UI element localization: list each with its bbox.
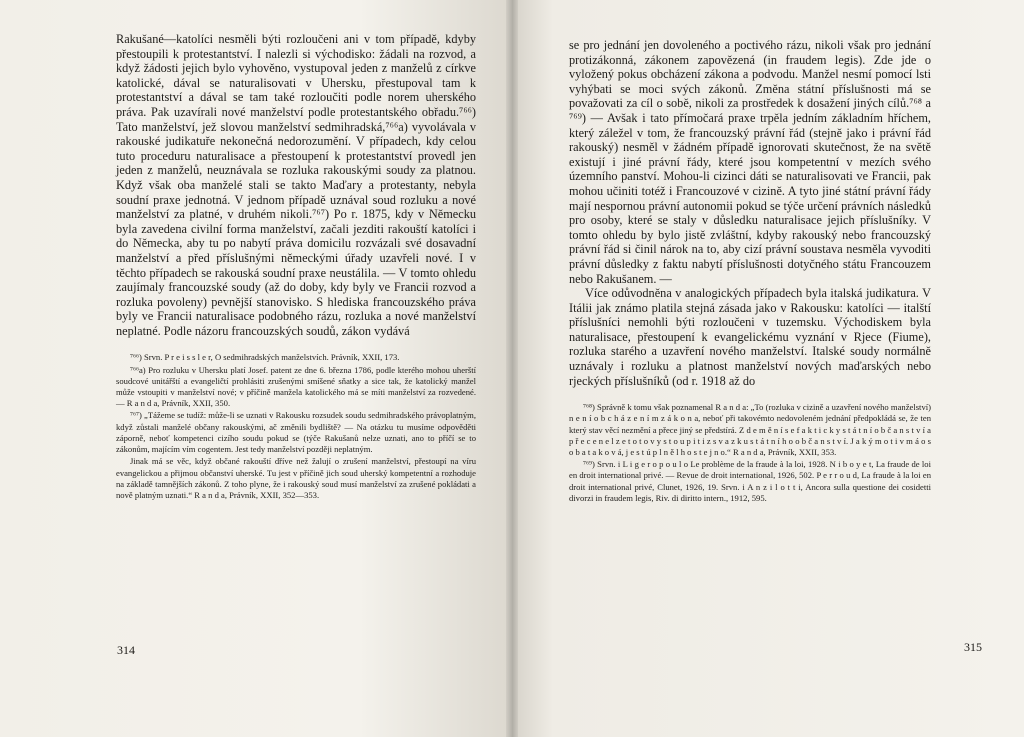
right-page [512,0,1024,737]
footnote-766: ⁷⁶⁶) Srvn. P r e i s s l e r, O sedmihradských manželstvích. Právník, XXII, 173. [130,352,400,363]
left-body-paragraph-1: Rakušané—katolíci nesměli býti rozloučeni ani v tom případě, kdyby přestoupili k protestantství. I nalezli si východisko: žádali na rozvod, a když žádosti jejich bylo vyhověno, vystupoval jeden z manželů z církve katolické, dával se naturalisovati v Uhersku, přestupoval tam k protestantství a dával se tam také rozloučiti podle norem uherského práva. Pak uzavírali nové manželství podle protestantského obřadu.⁷⁶⁶) Tato manželství, jež slovou manželství sedmihradská,⁷⁶⁶a) vyvolávala v rakouské judikatuře nekonečná nedorozumění. V případech, kdy celou tuto proceduru naturalisace a přestoupení k protestantství provedl jen jeden z manželů, neuznávala se rozluka rakouskými soudy za platnou. Když však oba manželé stali se takto Maďary a protestanty, nebyla soudní praxe jednotná. V jednom případě uznával soud rozluku a nové manželství za platné, v druhém nikoli.⁷⁶⁷) Po r. 1875, kdy v Německu byla zavedena civilní forma manželství, začali jezditi rakouští katolíci i do Německa, aby tu po nabytí práva domicilu rozvázali své dosavadní manželství a před příslušnými německými úřady uzavřeli nové. I v těchto případech se rakouská soudní praxe neustálila. — V tomto ohledu zaujímaly francouzské soudy (až do doby, kdy byly ve Francii rozvod a rozluka povoleny) pevnější stanovisko. S hlediska francouzského práva byly ve Francii naturalisace podobného rázu, rozluka a nové manželství neplatné. Podle názoru francouzských soudů, zákon vydává [116,32,476,338]
footnote-768: ⁷⁶⁸) Správně k tomu však poznamenal R a n d a: „To (rozluka v cizině a uzavření nového manželství) n e n í o b c h á z e n í m z á k o n a, neboť při takovémto nedovoleném jednání předpokládá se, že ten který stav věcí nezmění a přece jiný se předstírá. Z d e m ě n í s e f a k t i c k y s t á t n í o b č a n s t v í a p ř e c e n e l z e t o t o v y s t o u p i t i z s v a z k u s t á t n í h o o b č a n s t v í. J a k ý m o t i v m á o s o b a t a k o v á, j e s t ú p l n ě l h o s t e j n o.“ R a n d a, Právník, XXII, 353. [569,402,931,458]
footnote-766a: ⁷⁶⁶a) Pro rozluku v Uhersku platí Josef. patent ze dne 6. března 1786, podle kterého mohou uherští soudcové unitářští a evangeličtí prohlásiti zrušenými smíšené sňatky a sice tak, že katolický manžel může vstoupiti v manželství nové; v příčině manžela katolického má se míti manželství za rozvedené. — R a n d a, Právník, XXII, 350. [116,364,476,409]
right-column [569,38,931,505]
right-body-paragraph-1: se pro jednání jen dovoleného a poctivého rázu, nikoli však pro jednání protizákonná, zákonem zapovězená (in fraudem legis). Zde jde o vyložený pokus obcházení zákona a podvodu. Manžel nesmí pomocí lsti vyhýbati se moci svých zákonů. Změna státní příslušnosti má se považovati za cíl o sobě, nikoli za prostředek k dosažení jiných cílů.⁷⁶⁸ a ⁷⁶⁹) — Avšak i tato přímočará praxe trpěla jedním základním hříchem, který záležel v tom, že francouzský právní řád (stejně jako i právní řád rakouský) nesměl v žádném případě ignorovati skutečnost, že na světě existují i jiné právní řády, které jsou kompetentní v mezích svého územního panství. Mohou-li cizinci dáti se naturalisovati ve Francii, pak mohou učiniti totéž i Francouzové v cizině. A tyto jiné státní právní řády mají nespornou právní autonomii pokud se týče určení právních následků pro osoby, které se staly v důsledku naturalisace jejich příslušníky. V tomto ohledu by bylo jistě zvláštní, kdyby rakouský nebo francouzský právní řád si činil nárok na to, aby cizí právní soustava nesměla vyvoditi právní důsledky z faktu nabytí příslušnosti dotyčného státu Francouzem nebo Rakušanem. — [569,38,931,286]
right-page-number: 315 [964,640,982,654]
footnote-769: ⁷⁶⁹) Srvn. i L i g e r o p o u l o Le problème de la fraude à la loi, 1928. N i b o y e t, La fraude de loi en droit international privé. — Revue de droit international, 1926, 502. P e r r o u d, La fraude à la loi en droit international privé, Clunet, 1926, 19. Srvn. i A n z i l o t t i, Ancora sulla questione dei cosidetti divorzi in fraudem legis, Riv. di diritto intern., 1912, 595. [569,459,931,503]
footnote-767-continued: Jinak má se věc, když občané rakouští dříve než žalují o zrušení manželství, přestoupí na víru evangelickou a přijmou občanství uherské. Tu jest v příčině jich soud uherský kompetentní a rozhoduje na základě tamnějších zákonů. Z toho plyne, že i rakouský soud musí manželství za zrušené pokládati a nově platným uznati.“ R a n d a, Právník, XXII, 352—353. [116,456,476,500]
left-page-number: 314 [117,643,135,657]
left-footnotes [116,352,476,501]
right-body-text [569,38,931,388]
book-gutter-shadow [506,0,518,737]
right-footnotes [569,402,931,504]
left-column [116,32,476,502]
right-body-paragraph-2: Více odůvodněna v analogických případech byla italská judikatura. V Itálii jak známo platila stejná zásada jako v Rakousku: katolíci — italští příslušníci nemohli býti rozloučeni v tuzemsku. Východiskem byla naturalisace, přestoupení k evangelickému vyznání v Rjece (Fiume), rozluka starého a uzavření nového manželství. Italské soudy normálně uznávaly i rozluku a platnost manželství nových maďarských nebo rjeckých příslušníků (od r. 1918 až do [569,286,931,388]
footnote-767: ⁷⁶⁷) „Tážeme se tudíž: může-li se uznati v Rakousku rozsudek soudu sedmihradského právoplatným, když zůstali manželé občany rakouskými, ač změnili bydliště? — Na otázku tu musíme odpověděti záporně, neboť kompetenci cizího soudu pokud se (týče Rakušanů nelze uznati, ano to příčí se to zákonům, majícím vím cogentem. Jest tedy manželství později neplatným. [116,410,476,455]
left-body-text [116,32,476,338]
